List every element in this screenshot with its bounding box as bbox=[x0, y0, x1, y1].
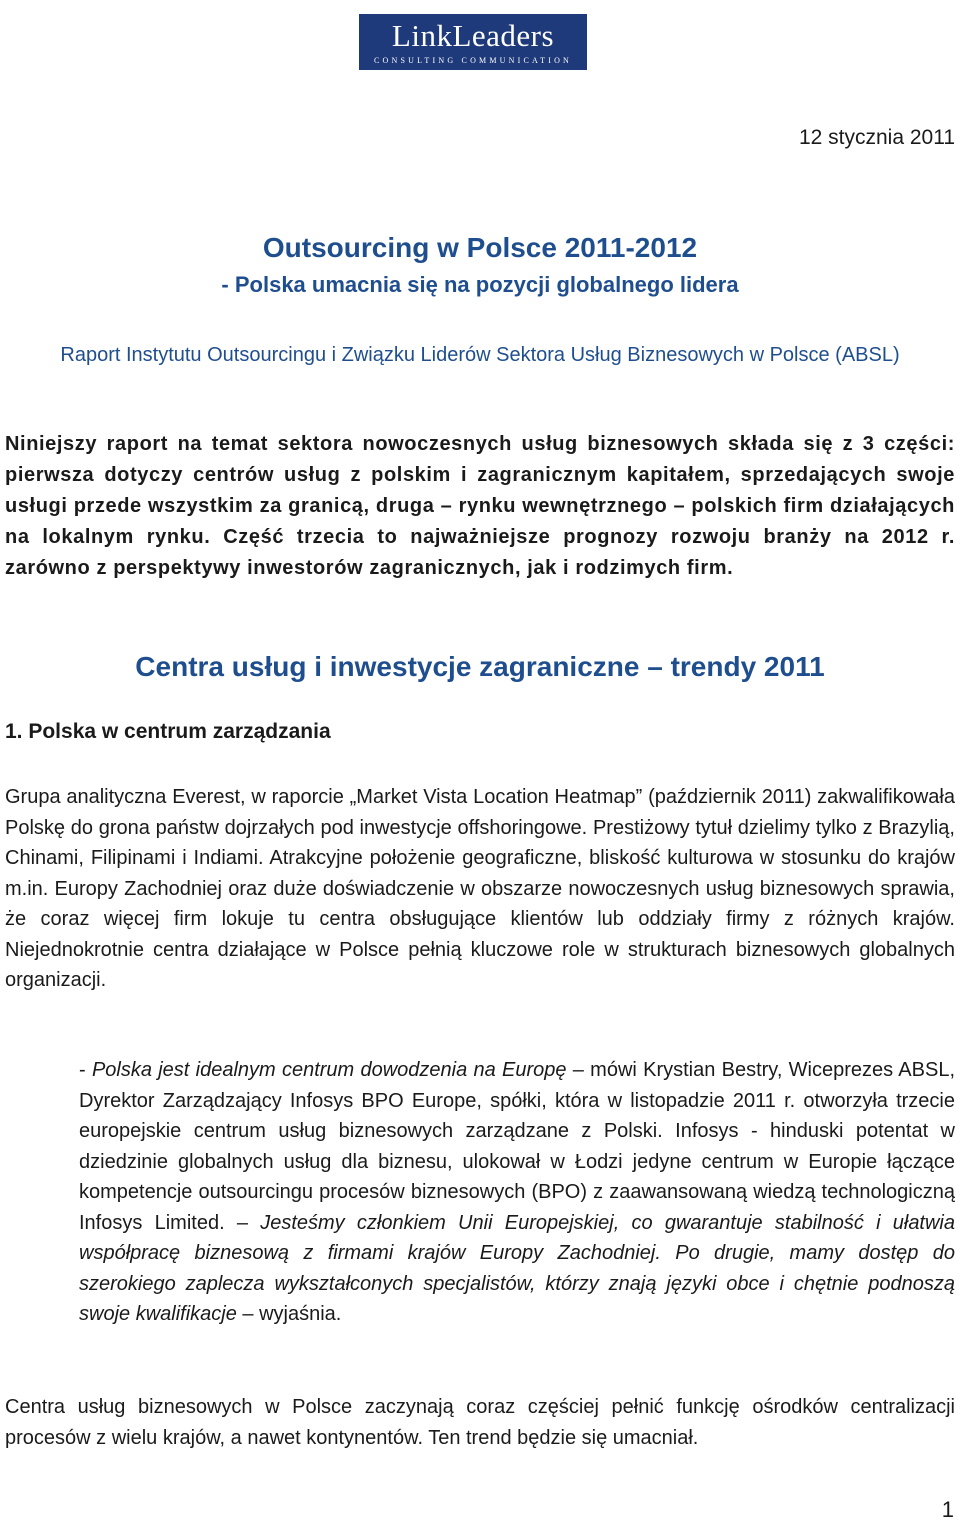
quote-text-2: – wyjaśnia. bbox=[236, 1303, 342, 1325]
quote-text-1: – mówi Krystian Bestry, Wiceprezes ABSL, Dyrektor Zarządzający Infosys BPO Europe, spółki, która w listopadzie 2011 r. otworzyła trzecie europejskie centrum usług biznesowych zarządzane z Polski. Infosys - hinduski potentat w dziedzinie globalnych usług dla biznesu, ulokował w Łodzi jedyne centrum w Europie łączące kompetencje outsourcingu procesów biznesowych (BPO) z zaawansowaną wiedzą technologiczną Infosys Limited. – bbox=[79, 1059, 955, 1234]
lead-paragraph: Niniejszy raport na temat sektora nowoczesnych usług biznesowych składa się z 3 części: pierwsza dotyczy centrów usług z polskim i zagranicznym kapitałem, sprzedających swoje usługi przede wszystkim za granicą, druga – rynku wewnętrznego – polskich firm działających na lokalnym rynku. Część trzecia to najważniejsze prognozy rozwoju branży na 2012 r. zarówno z perspektywy inwestorów zagranicznych, jak i rodzimych firm. bbox=[5, 433, 955, 579]
logo-name: LinkLeaders bbox=[391, 18, 555, 53]
subsection-heading: 1. Polska w centrum zarządzania bbox=[5, 720, 331, 743]
quote-dash: - bbox=[79, 1059, 92, 1081]
quote-italic-1: Polska jest idealnym centrum dowodzenia na Europę bbox=[91, 1059, 567, 1081]
document-title: Outsourcing w Polsce 2011-2012 bbox=[262, 232, 698, 263]
body-paragraph-1: Grupa analityczna Everest, w raporcie „Market Vista Location Heatmap” (październik 2011) zakwalifikowała Polskę do grona państw dojrzałych pod inwestycje offshoringowe. Prestiżowy tytuł dzielimy tylko z Brazylią, Chinami, Filipinami i Indiami. Atrakcyjne położenie geograficzne, bliskość kulturowa w stosunku do krajów m.in. Europy Zachodniej oraz duże doświadczenie w obszarze nowoczesnych usług biznesowych sprawia, że coraz więcej firm lokuje tu centra obsługujące klientów lub oddziały firmy z różnych krajów. Niejednokrotnie centra działające w Polsce pełnią kluczowe role w strukturach biznesowych globalnych organizacji. bbox=[5, 786, 955, 991]
quote-italic-2: Jesteśmy członkiem Unii Europejskiej, co gwarantuje stabilność i ułatwia współpracę biznesową z firmami krajów Europy Zachodniej. Po drugie, mamy dostęp do szerokiego zaplecza wykształconych specjalistów, którzy znają języki obce i chętnie podnoszą swoje kwalifikacje bbox=[79, 1211, 956, 1325]
logo-subtitle: CONSULTING COMMUNICATION bbox=[373, 56, 573, 65]
quote-paragraph bbox=[79, 1055, 955, 1330]
section-heading: Centra usług i inwestycje zagraniczne – trendy 2011 bbox=[135, 651, 825, 682]
page-number: 1 bbox=[941, 1497, 954, 1522]
company-logo bbox=[359, 14, 587, 70]
document-subtitle: - Polska umacnia się na pozycji globalnego lidera bbox=[221, 272, 739, 297]
report-source-line: Raport Instytutu Outsourcingu i Związku Liderów Sektora Usług Biznesowych w Polsce (ABSL) bbox=[60, 344, 900, 366]
document-date: 12 stycznia 2011 bbox=[798, 126, 955, 149]
body-paragraph-2: Centra usług biznesowych w Polsce zaczynają coraz częściej pełnić funkcję ośrodków centralizacji procesów z wielu krajów, a nawet kontynentów. Ten trend będzie się umacniał. bbox=[5, 1396, 955, 1449]
